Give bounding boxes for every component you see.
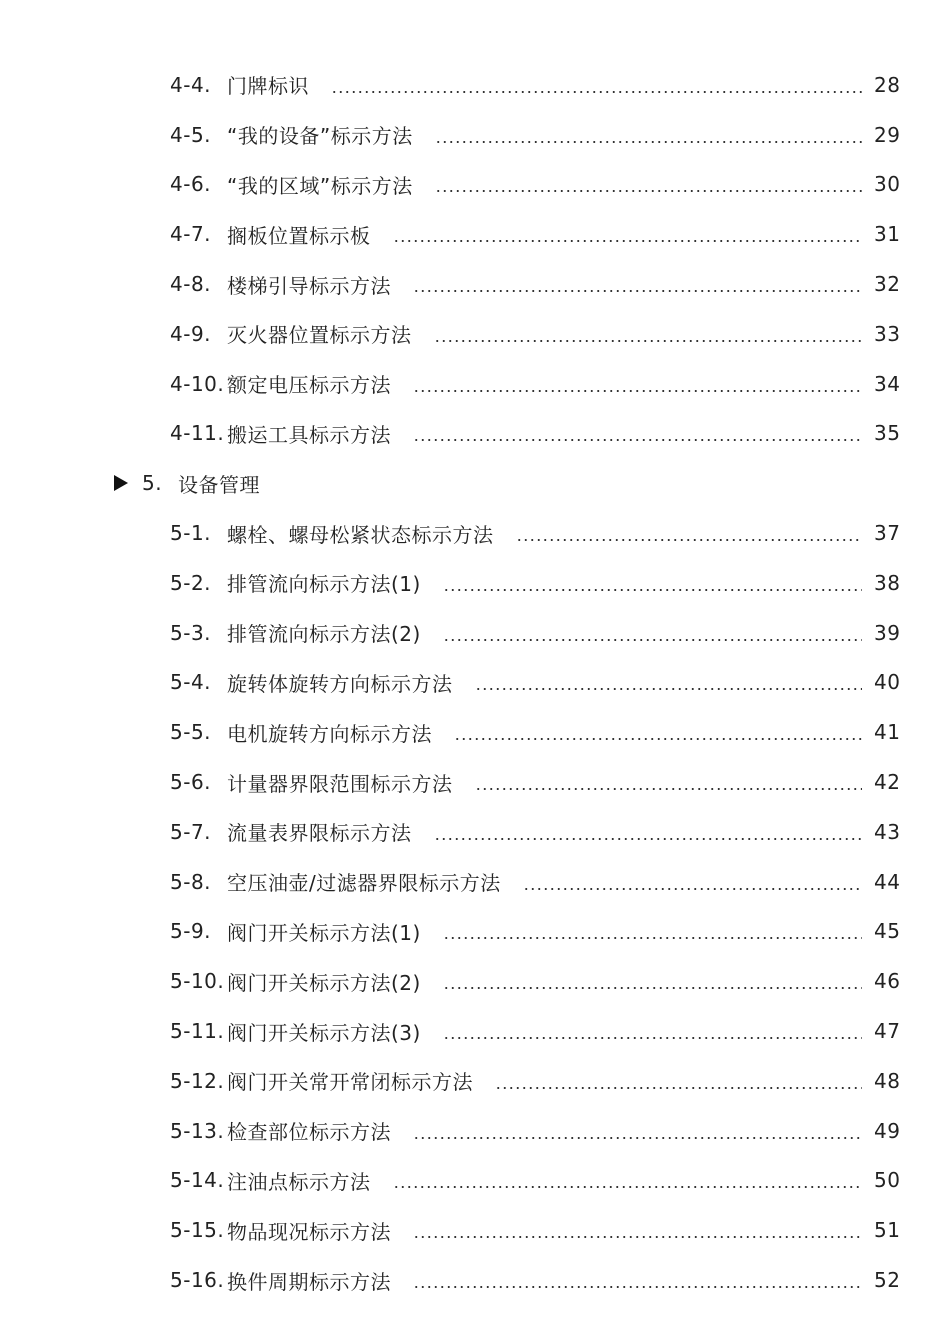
dot-leader [516, 538, 863, 542]
dot-leader [443, 986, 862, 990]
toc-entry[interactable] [0, 60, 950, 110]
triangle-right-icon [114, 475, 128, 491]
toc-entry[interactable] [0, 608, 950, 658]
toc-entry-page: 50 [874, 1168, 901, 1193]
toc-entry-number: 5-6. [170, 770, 212, 795]
toc-entry-number: 5-4. [170, 670, 212, 695]
toc-entry-title: 阀门开关常开常闭标示方法 [227, 1070, 473, 1095]
dot-leader [523, 887, 862, 891]
toc-entry-number: 5-5. [170, 720, 212, 745]
toc-entry[interactable] [0, 110, 950, 160]
toc-entry-title: 灭火器位置标示方法 [227, 323, 412, 348]
toc-entry-number: 5-12. [170, 1068, 225, 1093]
toc-entry[interactable] [0, 757, 950, 807]
toc-entry-title: 排管流向标示方法(2) [227, 622, 421, 647]
toc-entry-number: 4-6. [170, 172, 212, 197]
dot-leader [413, 1285, 862, 1289]
toc-entry-title: 螺栓、螺母松紧状态标示方法 [227, 522, 494, 547]
toc-entry-page: 31 [874, 222, 901, 247]
toc-entry-title: 换件周期标示方法 [227, 1269, 391, 1294]
toc-entry[interactable] [0, 359, 950, 409]
toc-entry-number: 5-7. [170, 819, 212, 844]
toc-entry[interactable] [0, 707, 950, 757]
toc-entry-title: “我的设备”标示方法 [227, 124, 413, 149]
toc-entry-title: 电机旋转方向标示方法 [227, 721, 432, 746]
toc-entry-page: 38 [874, 570, 901, 595]
toc-entry-title: 楼梯引导标示方法 [227, 273, 391, 298]
toc-section-heading[interactable] [0, 458, 950, 508]
toc-entry-number: 4-10. [170, 371, 225, 396]
dot-leader [331, 90, 862, 94]
toc-entry-title: 空压油壶/过滤器界限标示方法 [227, 871, 501, 896]
toc-entry[interactable] [0, 956, 950, 1006]
toc-entry-number: 5-1. [170, 521, 212, 546]
toc-entry-page: 45 [874, 919, 901, 944]
toc-entry-number: 4-7. [170, 222, 212, 247]
dot-leader [413, 389, 862, 393]
toc-entry-page: 46 [874, 969, 901, 994]
toc-entry-page: 51 [874, 1218, 901, 1243]
toc-entry[interactable] [0, 1106, 950, 1156]
dot-leader [413, 289, 862, 293]
toc-entry-page: 41 [874, 720, 901, 745]
dot-leader [475, 787, 863, 791]
dot-leader [443, 588, 862, 592]
toc-entry-number: 5-15. [170, 1218, 225, 1243]
toc-entry-title: 旋转体旋转方向标示方法 [227, 671, 453, 696]
toc-entry-page: 42 [874, 770, 901, 795]
toc-entry-page: 52 [874, 1268, 901, 1293]
dot-leader [393, 239, 863, 243]
toc-entry[interactable] [0, 658, 950, 708]
toc-entry-number: 5-10. [170, 969, 225, 994]
toc-entry-page: 32 [874, 272, 901, 297]
toc-entry-page: 34 [874, 371, 901, 396]
toc-entry-page: 39 [874, 620, 901, 645]
toc-entry[interactable] [0, 1056, 950, 1106]
toc-entry-number: 5-16. [170, 1268, 225, 1293]
toc-entry-number: 5-9. [170, 919, 212, 944]
toc-entry-number: 5-11. [170, 1019, 225, 1044]
toc-entry-page: 44 [874, 869, 901, 894]
toc-entry-page: 47 [874, 1019, 901, 1044]
toc-entry[interactable] [0, 857, 950, 907]
dot-leader [475, 687, 863, 691]
toc-entry-page: 43 [874, 819, 901, 844]
dot-leader [413, 1235, 862, 1239]
toc-entry-page: 35 [874, 421, 901, 446]
toc-entry-page: 30 [874, 172, 901, 197]
dot-leader [495, 1086, 862, 1090]
toc-entry[interactable] [0, 1006, 950, 1056]
toc-entry-number: 4-4. [170, 72, 212, 97]
toc-entry-title: “我的区域”标示方法 [227, 173, 413, 198]
toc-entry[interactable] [0, 309, 950, 359]
dot-leader [435, 140, 862, 144]
toc-entry-title: 阀门开关标示方法(2) [227, 970, 421, 995]
toc-entry-title: 流量表界限标示方法 [227, 821, 412, 846]
toc-entry[interactable] [0, 558, 950, 608]
toc-entry[interactable] [0, 259, 950, 309]
dot-leader [443, 1036, 862, 1040]
toc-entry-number: 4-11. [170, 421, 225, 446]
toc-entry-number: 5-3. [170, 620, 212, 645]
dot-leader [443, 638, 862, 642]
toc-entry-page: 37 [874, 521, 901, 546]
dot-leader [413, 1136, 862, 1140]
toc-entry-number: 4-9. [170, 321, 212, 346]
table-of-contents [0, 60, 950, 1305]
toc-entry[interactable] [0, 160, 950, 210]
toc-entry-number: 5-8. [170, 869, 212, 894]
toc-entry-title: 阀门开关标示方法(3) [227, 1020, 421, 1045]
dot-leader [443, 936, 862, 940]
toc-entry[interactable] [0, 508, 950, 558]
toc-entry-title: 计量器界限范围标示方法 [227, 771, 453, 796]
toc-entry-title: 检查部位标示方法 [227, 1120, 391, 1145]
toc-entry[interactable] [0, 807, 950, 857]
toc-entry-title: 搬运工具标示方法 [227, 422, 391, 447]
toc-entry[interactable] [0, 1156, 950, 1206]
toc-entry-page: 33 [874, 321, 901, 346]
toc-entry[interactable] [0, 907, 950, 957]
dot-leader [413, 438, 862, 442]
toc-entry-number: 4-5. [170, 122, 212, 147]
toc-entry-title: 搁板位置标示板 [227, 223, 371, 248]
toc-entry-title: 排管流向标示方法(1) [227, 572, 421, 597]
toc-entry[interactable] [0, 209, 950, 259]
dot-leader [393, 1185, 863, 1189]
toc-entry-number: 4-8. [170, 272, 212, 297]
toc-entry[interactable] [0, 1205, 950, 1255]
toc-entry-title: 额定电压标示方法 [227, 373, 391, 398]
toc-entry-page: 28 [874, 72, 901, 97]
toc-entry-page: 48 [874, 1068, 901, 1093]
toc-entry-page: 40 [874, 670, 901, 695]
toc-entry-title: 门牌标识 [227, 74, 309, 99]
section-number: 5. [142, 471, 163, 496]
toc-entry-title: 阀门开关标示方法(1) [227, 920, 421, 945]
toc-entry-title: 注油点标示方法 [227, 1169, 371, 1194]
toc-entry-page: 49 [874, 1118, 901, 1143]
toc-entry-title: 物品现况标示方法 [227, 1219, 391, 1244]
toc-entry[interactable] [0, 1255, 950, 1305]
dot-leader [454, 737, 862, 741]
toc-entry-page: 29 [874, 122, 901, 147]
dot-leader [435, 189, 862, 193]
dot-leader [434, 837, 863, 841]
dot-leader [434, 339, 863, 343]
toc-entry-number: 5-14. [170, 1168, 225, 1193]
toc-entry-number: 5-13. [170, 1118, 225, 1143]
section-title: 设备管理 [178, 472, 260, 497]
toc-entry[interactable] [0, 409, 950, 459]
toc-entry-number: 5-2. [170, 570, 212, 595]
